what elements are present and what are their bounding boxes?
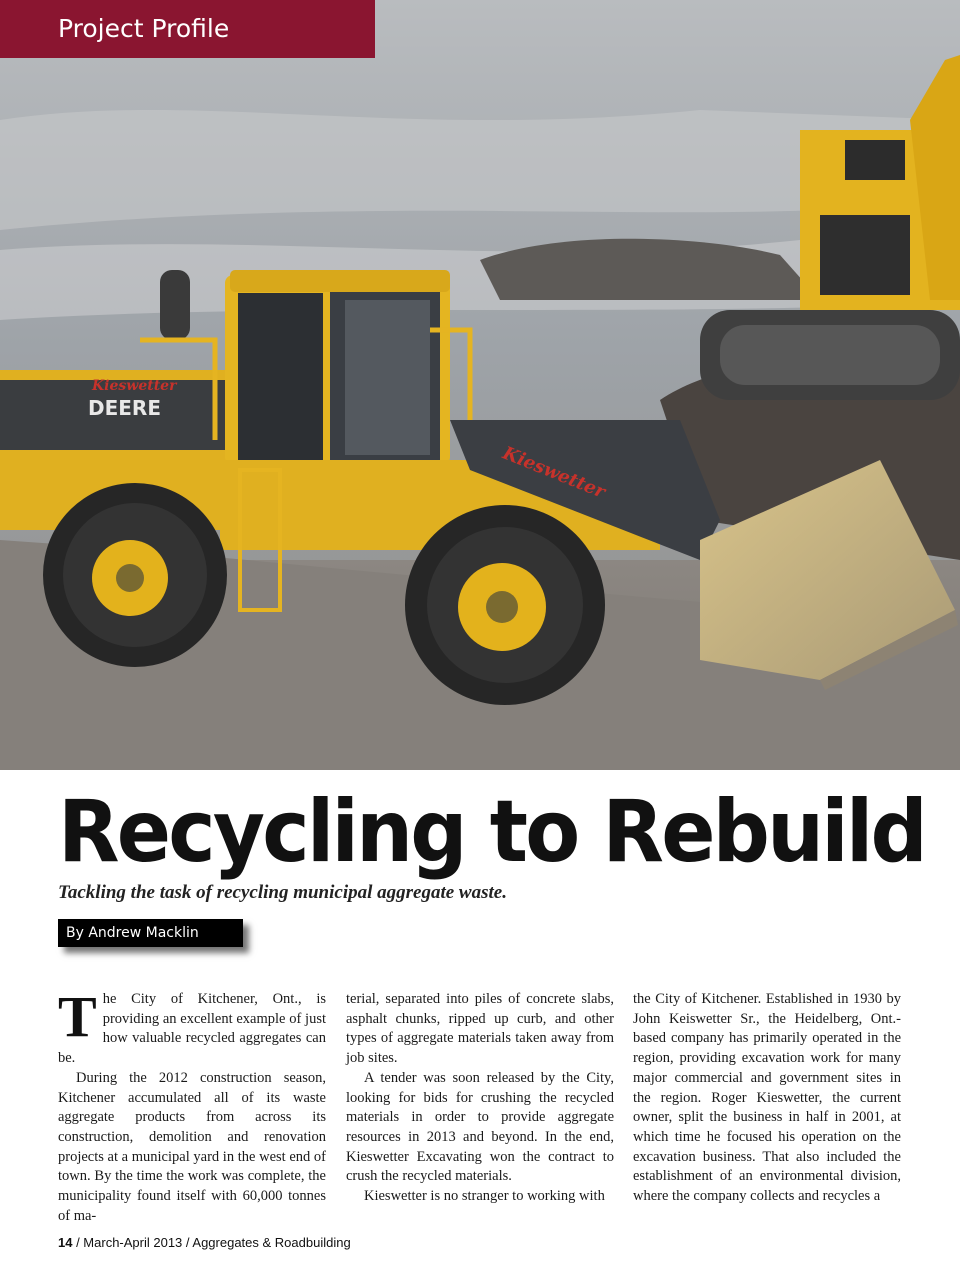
article-column-3	[633, 990, 901, 1207]
page-footer	[58, 1235, 351, 1250]
page-number: 14	[58, 1235, 73, 1250]
boom-decal-text: Kieswetter	[499, 442, 609, 503]
article-paragraph: During the 2012 construction season, Kitchener accumulated all of its waste aggregate products from across its construction, demolition and renovation projects at a municipal yard in the west end of town. By the time the work was complete, the municipality found itself with 60,000 tonnes of ma-	[58, 1069, 326, 1224]
article-subheadline: Tackling the task of recycling municipal aggregate waste.	[58, 882, 507, 903]
issue-info: / March-April 2013 / Aggregates & Roadbuilding	[72, 1235, 351, 1250]
article-paragraph: the City of Kitchener. Established in 1930 by John Keiswetter Sr., the Heidelberg, Ont.-based company has primarily operated in the region, providing excavation work for many major commercial and government sites in the region. Roger Kieswetter, the current owner, split the business in half in 2001, at which time he focused his operation on the excavation business. That also included the establishment of an environmental division, where the company collects and recycles a	[633, 991, 901, 1205]
section-label: Project Profile	[0, 0, 375, 58]
article-paragraph: The City of Kitchener, Ont., is providing an excellent example of just how valuable recycled aggregates can be.	[58, 984, 326, 1067]
article-column-1	[58, 984, 326, 1226]
article-headline: Recycling to Rebuild	[58, 782, 925, 882]
article-paragraph: A tender was soon released by the City, looking for bids for crushing the recycled materials in order to provide aggregate resources in 2013 and beyond. In the end, Kieswetter Excavating won the contract to crush the recycled materials.	[346, 1069, 614, 1185]
loader-decal-text: Kieswetter	[92, 378, 177, 394]
article-column-2	[346, 990, 614, 1207]
loader-brand-text: DEERE	[88, 396, 161, 420]
article-paragraph: Kieswetter is no stranger to working with	[364, 1188, 605, 1205]
article-byline: By Andrew Macklin	[58, 919, 243, 947]
drop-cap: T	[58, 984, 97, 1049]
article-paragraph: terial, separated into piles of concrete slabs, asphalt chunks, ripped up curb, and other types of aggregate materials taken away from job sites.	[346, 991, 614, 1067]
